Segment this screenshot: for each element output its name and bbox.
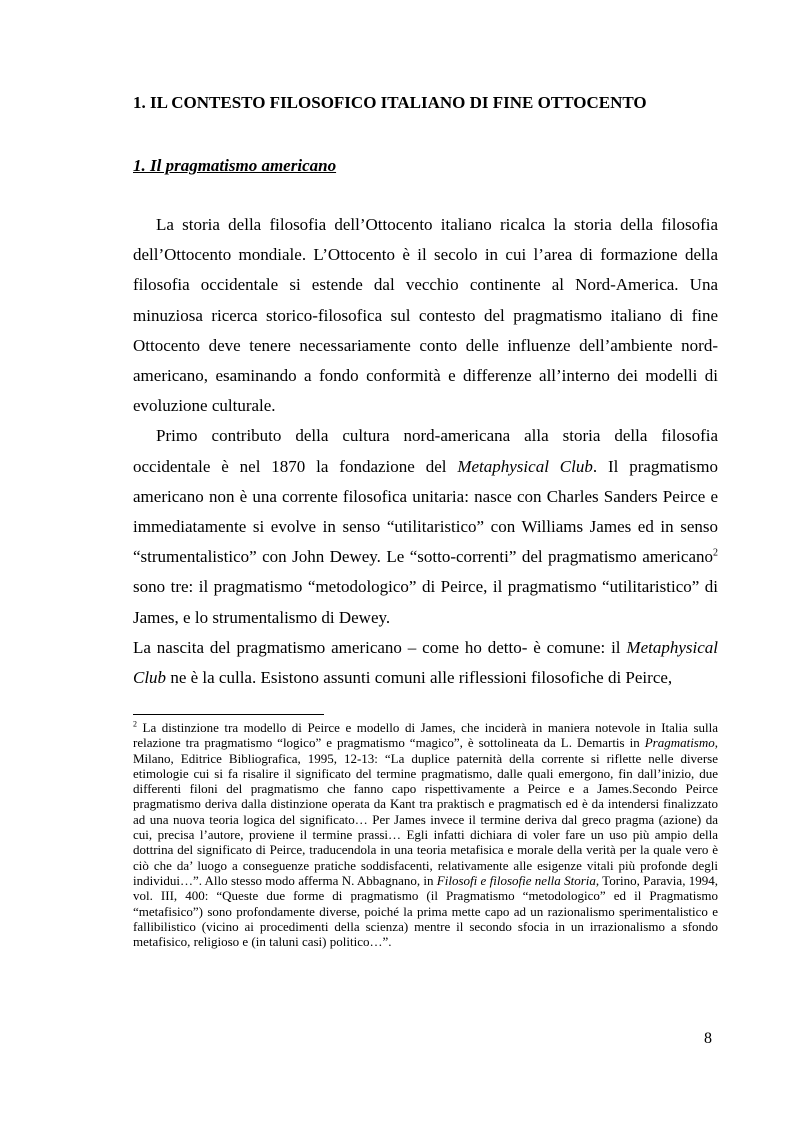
footnote-divider [133,714,324,715]
paragraph-2-part-c: sono tre: il pragmatismo “metodologico” di Peirce, il pragmatismo “utilitaristico” di James, e lo strumentalismo di Dewey. [133,577,718,627]
page-number: 8 [704,1030,712,1047]
footnote-text-a: La distinzione tra modello di Peirce e modello di James, che inciderà in maniera notevole in Italia sulla relazione tra pragmatismo “logico” e pragmatismo “magico”, è sottolineata da L. Demartis in [133,720,718,751]
footnote-book-title-2: Filosofi e filosofie nella Storia [436,872,596,888]
section-title: 1. Il pragmatismo americano [133,156,337,175]
footnote-text-c: , Torino, Paravia, 1994, vol. III, 400: “Queste due forme di pragmatismo (il Pragmatismo “metodologico” ed il Pragmatismo “metafisico”) sono profondamente diverse, poiché la prima mette capo ad un razionalismo sperimentalistico e fallibilistico (vicino ai procedimenti della scienza) mentre il secondo sfocia in un irrazionalismo a sfondo metafisico, religioso e (in taluni casi) politico…”. [133,872,718,950]
footnote-text-b: , Milano, Editrice Bibliografica, 1995, 12-13: “La duplice paternità della corrente si riflette nelle diverse etimologie cui si fa risalire il significato del termine pragmatismo, dalle quali emergono, fin dall’inizio, due differenti filoni del pragmatismo che fanno capo rispettivamente a Peirce e a James.Secondo Peirce pragmatismo deriva dalla distinzione operata da Kant tra praktisch e pragmatisch ed è da intendersi finalizzato ad una nuova teoria logica del significato… Per James invece il termine deriva dal greco pragma (azione) da cui, precisa l’autore, proviene il termine prassi… Egli infatti dichiara di voler fare un uso più ampio della dottrina del significato di Peirce, traducendola in una teoria metafisica e morale della verità per la quale vero è ciò che da’ luogo a conseguenze pratiche soddisfacenti, relativamente alle esigenze vitali più profonde degli individui…”. Allo stesso modo afferma N. Abbagnano, in [133,735,718,888]
metaphysical-club-title: Metaphysical Club [133,637,718,688]
paragraph-2-part-a: Primo contributo della cultura nord-americana alla storia della filosofia occidentale è nel 1870 la fondazione del [133,426,718,476]
paragraph-3 [133,633,718,693]
chapter-title: 1. IL CONTESTO FILOSOFICO ITALIANO DI FINE OTTOCENTO [133,93,647,112]
footnote-book-title-1: Pragmatismo [644,735,715,751]
footnote [133,720,718,949]
footnote-reference[interactable]: 2 [713,547,718,559]
paragraph-2-part-b: . Il pragmatismo americano non è una corrente filosofica unitaria: nasce con Charles Sanders Peirce e immediatamente si evolve in senso “utilitaristico” con Williams James ed in senso “strumentalistico” con John Dewey. Le “sotto-correnti” del pragmatismo americano [133,456,718,567]
paragraph-1: La storia della filosofia dell’Ottocento italiano ricalca la storia della filosofia dell’Ottocento mondiale. L’Ottocento è il secolo in cui l’area di formazione della filosofia occidentale si estende dal vecchio continente al Nord-America. Una minuziosa ricerca storico-filosofica sul contesto del pragmatismo italiano di fine Ottocento deve tenere necessariamente conto delle influenze dell’ambiente nord-americano, esaminando a fondo conformità e differenze all’interno dei modelli di evoluzione culturale. [133,215,718,416]
footnote-number: 2 [133,719,137,729]
paragraph-2 [133,421,718,632]
paragraph-3-part-a: La nascita del pragmatismo americano – come ho detto- è comune: il [133,637,627,657]
body-text [133,210,718,693]
paragraph-3-part-b: ne è la culla. Esistono assunti comuni alle riflessioni filosofiche di Peirce, [166,668,673,688]
metaphysical-club-title: Metaphysical Club [457,456,593,476]
